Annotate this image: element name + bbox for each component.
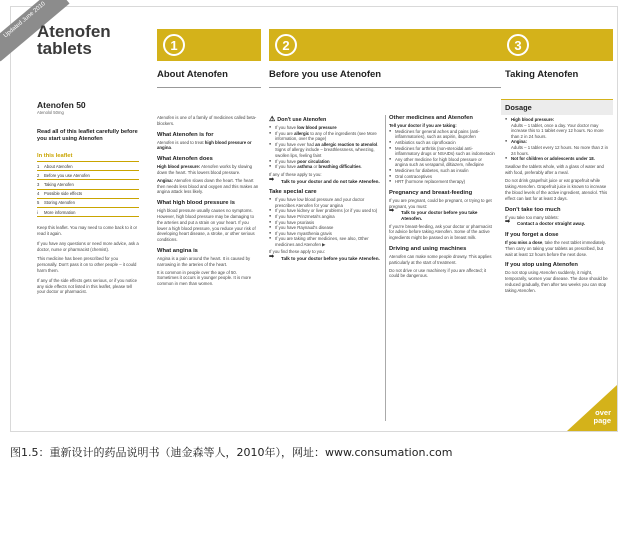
forget-heading: If you forget a dose [505,231,559,238]
if-these-apply: If you find these apply to you: [269,249,325,255]
divider [157,87,261,88]
other-medicines-list [389,129,495,185]
before-column [269,115,381,541]
toc-list [37,161,139,217]
section-3-title: Taking Atenofen [505,69,579,80]
list-item: ● HRT (hormone replacement therapy) [389,179,495,185]
pregnancy-heading: Pregnancy and breast-feeding [389,189,473,196]
list-item: ● If you have ever had an allergic reaction to atenolol. Signs of allergy include – breathlessness, wheezing, swollen lips, feeling faint [269,142,381,159]
intro-column [37,100,139,299]
what-for-heading: What Atenofen is for [157,131,214,138]
section-3-band [501,29,613,61]
does-hbp: High blood pressure: Atenofen works by slowing down the heart. This lowers blood pressure. [157,164,253,175]
driving-text: Do not drive or use machinery if you are affected; it could be dangerous. [389,267,487,279]
list-item: ● If you have kidney or liver problems (or if you used to) [269,208,381,214]
section-2-band [269,29,501,61]
dont-use-heading: ⚠ Don't use Atenofen [269,116,327,123]
leaflet-page [2,1,618,432]
list-item: ● If you have myasthenia gravis [269,231,381,237]
special-care-list [269,197,381,247]
hbp-text: High blood pressure usually causes no symptoms. However, high blood pressure may be damaging to the arteries and put a strain on your heart. If you lower a high blood pressure, you reduce your risk of developing heart disease, a stroke, or other serious conditions. [157,208,256,243]
toc-item: i More information [37,207,139,216]
list-item: ● High blood pressure: Adults – 1 tablet, once a day. Your doctor may increase this to 1 tablet every 12 hours. No more than 2 in 24 hours. [505,117,611,139]
talk-doctor-notice: ➡ Talk to your doctor before you take Atenofen. [269,256,381,262]
section-1-title: About Atenofen [157,69,228,80]
dosage-heading: Dosage [501,99,613,115]
tell-doctor-text: Tell your doctor if you are taking: [389,123,457,128]
toc-title: In this leaflet [37,153,73,159]
list-item: ● If you have low blood pressure and your doctor prescribes Atenofen for your angina [269,197,381,208]
list-item: ● Medicines for general aches and pains (anti-inflammatories), such as aspirin, ibuprofen [389,129,495,140]
about-column [157,115,259,541]
does-angina: Angina: Atenofen slows down the heart. The heart then needs less blood and oxygen and this makes an angina attack less likely. [157,177,259,195]
stop-heading: If you stop using Atenofen [505,262,578,269]
list-item: ● If you are taking other medicines, see also, Other medicines and Atenofen ▶ [269,236,381,247]
list-item: ● If you have Prinzmetal's angina [269,214,381,220]
other-medicines-heading: Other medicines and Atenofen [389,115,473,121]
read-leaflet-lead: Read all of this leaflet carefully before you start using Atenofen [37,129,138,142]
toc-item: 4 Possible side effects [37,189,139,198]
stop-text: Do not stop using Atenofen suddenly, it might, temporarily, worsen your disease. The dose should be reduced gradually, then after two weeks you can stop taking Atenofen. [505,270,608,293]
toc-item: 2 Before you use Atenofen [37,170,139,179]
talk-doctor-notice: ➡ Talk to your doctor and do not take Atenofen. [269,179,381,185]
dosage-list [505,117,611,162]
driving-text: Atenofen can make some people drowsy. This applies particularly at the start of treatment. [389,253,492,265]
section-3-number: 3 [507,34,529,56]
list-item: ● Angina: Adults – 1 tablet every 12 hours. No more than 2 in 24 hours. [505,139,611,156]
too-much-heading: Don't take too much [505,206,561,213]
swallow-text: Swallow the tablets whole, with a glass of water and with food, preferably after a meal. [505,163,604,175]
product-strength: Atenolol 50mg [37,110,64,115]
angina-heading: What angina is [157,247,198,254]
dont-use-list [269,125,381,170]
if-any-apply: If any of these apply to you: [269,171,322,177]
list-item: ● Oral contraceptives [389,174,495,180]
too-much-text: If you take too many tablets: [505,214,559,220]
toc-item: 1 About Atenofen [37,161,139,170]
hbp-heading: What high blood pressure is [157,200,235,207]
list-item: ● Medicines for arthritis (non-steroidal anti-inflammatory drugs or NSAIDs) such as indometacin [389,146,495,157]
brand-title [37,23,111,57]
forget-text: If you miss a dose, take the next tablet immediately. Then carry on taking your tablets as prescribed, but wait at least 12 hours before the next dose. [505,239,606,257]
what-for-text: Atenofen is used to treat high blood pressure or angina. [157,139,252,151]
list-item: ● If you have poor circulation [269,159,381,165]
intro-paragraph: This medicine has been prescribed for you personally. Don't pass it on to other people – it could harm them. [37,256,137,273]
over-page-label: over page [593,408,611,425]
special-care-heading: Take special care [269,189,317,196]
what-does-heading: What Atenofen does [157,156,213,163]
intro-paragraph: If any of the side effects gets serious, or if you notice any side effects not listed in this leaflet, please tell your doctor or pharmacist. [37,277,137,295]
list-item: ● Antibiotics such as ciprofloxacin [389,140,495,146]
updated-badge: Updated June 2010 [0,0,70,61]
list-item: ● If you have Raynaud's disease [269,225,381,231]
pregnancy-text: If you are pregnant, could be pregnant, or trying to get pregnant, you must: [389,197,492,209]
about-intro: Atenofen is one of a family of medicines called beta-blockers. [157,115,257,126]
taking-column [505,117,611,543]
angina-text: It is common in people over the age of 50. Sometimes it occurs in younger people. It is more common in men than women. [157,269,252,287]
divider [269,87,501,88]
column-divider [385,115,386,421]
list-item: ● If you have low blood pressure [269,125,381,131]
section-2-title: Before you use Atenofen [269,69,382,80]
driving-heading: Driving and using machines [389,245,467,252]
warning-icon: ⚠ [269,116,276,123]
toc-item: 3 Taking Atenofen [37,179,139,188]
intro-paragraph: If you have any questions or need more advice, ask a doctor, nurse or pharmacist (chemist). [37,240,139,252]
contact-doctor-notice: ➡ Contact a doctor straight away. [505,221,611,227]
brand-line2: tablets [37,39,92,58]
list-item: ● If you have asthma or breathing difficulties. [269,164,381,170]
figure-caption: 图1.5：重新设计的药品说明书（迪金森等人，2010年），网址：www.consumation.com [10,446,453,459]
list-item: ● Not for children or adolescents under 18. [505,156,611,162]
talk-doctor-notice: ➡ Talk to your doctor before you take Atenofen. [389,210,495,221]
section-2-number: 2 [275,34,297,56]
toc-item: 5 Storing Atenofen [37,198,139,207]
product-name: Atenofen 50 [37,100,86,110]
section-1-band [157,29,261,61]
angina-text: Angina is a pain around the heart. It is caused by narrowing in the arteries of the heart. [157,255,251,267]
list-item: ● If you are allergic to any of the ingredients (see More information, over the page) [269,131,381,142]
list-item: ● Medicines for diabetes, such as insulin [389,168,495,174]
list-item: ● Any other medicine for high blood pressure or angina such as verapamil, diltiazem, nifedipine [389,157,495,168]
intro-paragraph: Keep this leaflet. You may need to come back to it or read it again. [37,225,138,236]
list-item: ● If you have psoriasis [269,220,381,226]
breastfeeding-text: If you're breast-feeding, ask your doctor or pharmacist for advice before taking Atenofen. Some of the active ingredients might be passed on in breast milk. [389,223,492,241]
section-1-number: 1 [163,34,185,56]
other-medicines-column [389,115,495,541]
brand-line1: Atenofen [37,22,111,41]
grapefruit-text: Do not drink grapefruit juice or eat grapefruit while taking Atenofen. Grapefruit juice is known to increase the blood levels of the active ingredient, atenolol. This effect can last for at least 3 days. [505,178,608,201]
